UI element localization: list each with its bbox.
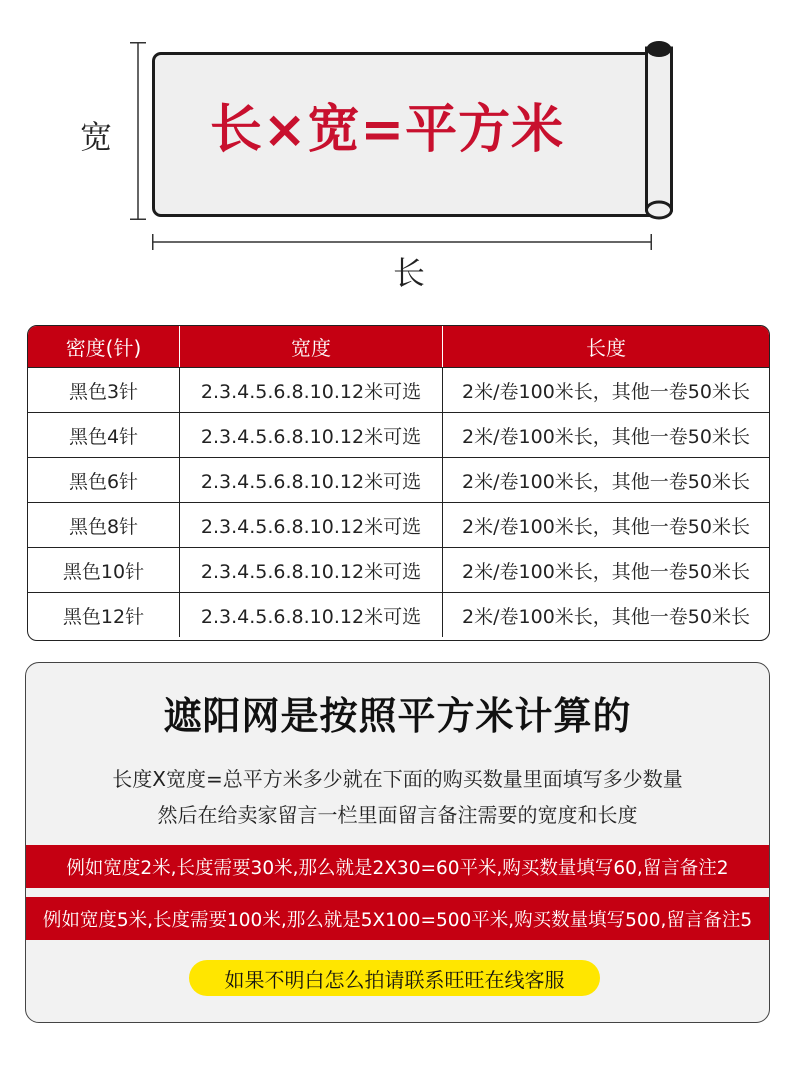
table-row: [28, 457, 769, 502]
cell-length: 2米/卷100米长，其他一卷50米长: [462, 605, 750, 628]
width-dimension-line: [128, 42, 148, 220]
cell-width: 2.3.4.5.6.8.10.12米可选: [180, 503, 443, 547]
cell-density: 黑色3针: [28, 368, 180, 412]
contact-support-note: 如果不明白怎么拍请联系旺旺在线客服: [189, 960, 600, 996]
table-header-row: [28, 326, 769, 367]
pricing-info-box: [25, 662, 770, 1023]
cell-density: 黑色12针: [28, 593, 180, 637]
cell-density: 黑色10针: [28, 548, 180, 592]
cell-density: 黑色6针: [28, 458, 180, 502]
example-banner-2: 例如宽度5米,长度需要100米,那么就是5X100=500平米,购买数量填写500,留言备注5: [26, 897, 769, 940]
cell-length: 2米/卷100米长，其他一卷50米长: [462, 380, 750, 403]
table-row: [28, 412, 769, 457]
header-density: 密度(针): [28, 326, 180, 367]
area-formula: 长×宽=平方米: [209, 100, 565, 160]
cell-density: 黑色4针: [28, 413, 180, 457]
table-row: [28, 592, 769, 637]
cell-width: 2.3.4.5.6.8.10.12米可选: [180, 368, 443, 412]
cell-length: 2米/卷100米长，其他一卷50米长: [462, 560, 750, 583]
cell-density: 黑色8针: [28, 503, 180, 547]
table-row: [28, 502, 769, 547]
spec-table: [27, 325, 770, 641]
info-instruction-1: 长度X宽度=总平方米多少就在下面的购买数量里面填写多少数量: [112, 767, 683, 791]
length-label: 长: [393, 254, 426, 292]
cell-length: 2米/卷100米长，其他一卷50米长: [462, 470, 750, 493]
cell-width: 2.3.4.5.6.8.10.12米可选: [180, 548, 443, 592]
info-instruction-2: 然后在给卖家留言一栏里面留言备注需要的宽度和长度: [157, 803, 638, 827]
cell-width: 2.3.4.5.6.8.10.12米可选: [180, 458, 443, 502]
header-width: 宽度: [180, 326, 443, 367]
cell-length: 2米/卷100米长，其他一卷50米长: [462, 425, 750, 448]
cell-width: 2.3.4.5.6.8.10.12米可选: [180, 413, 443, 457]
roll-end-icon: [645, 40, 673, 220]
table-row: [28, 367, 769, 412]
cell-width: 2.3.4.5.6.8.10.12米可选: [180, 593, 443, 637]
table-row: [28, 547, 769, 592]
header-length: 长度: [586, 336, 626, 360]
example-banner-1: 例如宽度2米,长度需要30米,那么就是2X30=60平米,购买数量填写60,留言备注2: [26, 845, 769, 888]
info-title: 遮阳网是按照平方米计算的: [163, 694, 632, 738]
width-label: 宽: [80, 118, 113, 156]
cell-length: 2米/卷100米长，其他一卷50米长: [462, 515, 750, 538]
area-formula-diagram: [0, 0, 800, 300]
